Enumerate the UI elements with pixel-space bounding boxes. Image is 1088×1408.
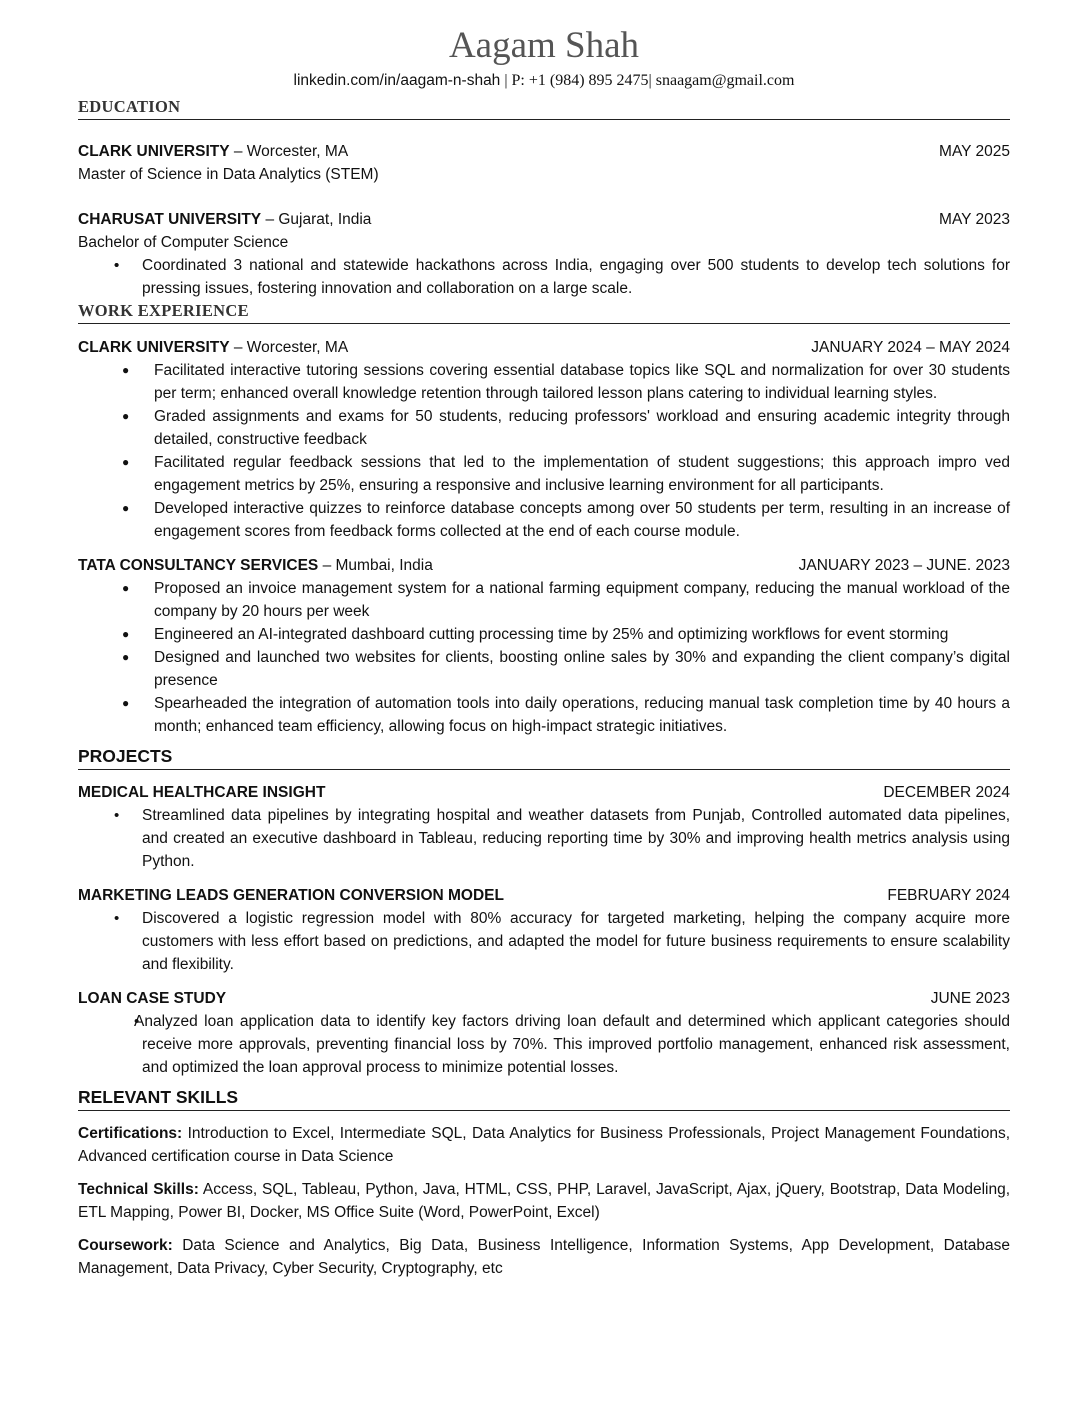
education-date: MAY 2023	[939, 211, 1010, 228]
project-entry	[78, 781, 1010, 873]
bullet-list	[78, 254, 1010, 300]
skills-coursework	[78, 1234, 1010, 1280]
section-heading-education: EDUCATION	[78, 96, 1010, 120]
school-name: CLARK UNIVERSITY	[78, 143, 230, 160]
list-item: ● Facilitated regular feedback sessions that led to the implementation of student suggestions; this approach impro ved engagement metrics by 25%, ensuring a responsive and inclusive learning environment for all participants.	[78, 451, 1010, 497]
skill-label: Coursework:	[78, 1237, 173, 1254]
linkedin-link[interactable]: linkedin.com/in/aagam-n-shah	[293, 72, 501, 89]
section-heading-work-experience: WORK EXPERIENCE	[78, 300, 1010, 324]
project-name: MARKETING LEADS GENERATION CONVERSION MODEL	[78, 887, 504, 904]
list-item: • Coordinated 3 national and statewide hackathons across India, engaging over 500 students to develop tech solutions for pressing issues, fostering innovation and collaboration on a large scale.	[78, 254, 1010, 300]
project-date: FEBRUARY 2024	[887, 887, 1010, 904]
project-date: JUNE 2023	[930, 990, 1010, 1007]
project-entry	[78, 884, 1010, 976]
education-date: MAY 2025	[939, 143, 1010, 160]
list-item: ● Engineered an AI-integrated dashboard cutting processing time by 25% and optimizing workflows for event storming	[78, 623, 1010, 646]
project-date: DECEMBER 2024	[883, 784, 1010, 801]
employment-dates: JANUARY 2023 – JUNE. 2023	[798, 557, 1010, 574]
project-entry	[78, 987, 1010, 1079]
skills-technical	[78, 1178, 1010, 1224]
list-item: • Discovered a logistic regression model with 80% accuracy for targeted marketing, helping the company acquire more customers with less effort based on predictions, and adapted the model for future business requirements to ensure scalability and flexibility.	[78, 907, 1010, 976]
contact-line	[78, 70, 1010, 92]
resume-page	[78, 24, 1010, 1280]
section-heading-skills: RELEVANT SKILLS	[78, 1085, 1010, 1111]
education-entry	[78, 140, 1010, 186]
employer-location: – Mumbai, India	[318, 557, 433, 574]
separator: |	[500, 72, 512, 89]
project-name: LOAN CASE STUDY	[78, 990, 227, 1007]
skill-label: Certifications:	[78, 1125, 183, 1142]
school-location: – Gujarat, India	[261, 211, 372, 228]
work-entry	[78, 554, 1010, 738]
employer-name: TATA CONSULTANCY SERVICES	[78, 557, 319, 574]
phone-number: P: +1 (984) 895 2475	[511, 72, 649, 89]
skill-label: Technical Skills:	[78, 1181, 199, 1198]
skill-text: Introduction to Excel, Intermediate SQL, Data Analytics for Business Professionals, Project Management Foundations, Advanced certification course in Data Science	[78, 1125, 1010, 1165]
employment-dates: JANUARY 2024 – MAY 2024	[811, 339, 1010, 356]
degree: Master of Science in Data Analytics (STEM)	[78, 166, 379, 183]
employer-location: – Worcester, MA	[229, 339, 349, 356]
list-item: ● Spearheaded the integration of automation tools into daily operations, reducing manual task completion time by 40 hours a month; enhanced team efficiency, allowing focus on high-impact strategic initiatives.	[78, 692, 1010, 738]
list-item: ● Developed interactive quizzes to reinforce database concepts among over 50 students per term, resulting in an increase of engagement scores from feedback forms collected at the end of each course module.	[78, 497, 1010, 543]
bullet-list	[78, 804, 1010, 873]
project-name: MEDICAL HEALTHCARE INSIGHT	[78, 784, 326, 801]
bullet-list	[78, 577, 1010, 738]
bullet-list	[78, 359, 1010, 543]
list-item: ● Proposed an invoice management system for a national farming equipment company, reducing the manual workload of the company by 20 hours per week	[78, 577, 1010, 623]
work-entry	[78, 336, 1010, 543]
list-item: • Analyzed loan application data to identify key factors driving loan default and determined which applicant categories should receive more approvals, preventing financial loss by 70%. This improved portfolio management, enhanced risk assessment, and optimized the loan approval process to minimize potential losses.	[78, 1010, 1010, 1079]
skill-text: Access, SQL, Tableau, Python, Java, HTML, CSS, PHP, Laravel, JavaScript, Ajax, jQuery, Bootstrap, Data Modeling, ETL Mapping, Power BI, Docker, MS Office Suite (Word, PowerPoint, Excel)	[78, 1181, 1010, 1221]
employer-name: CLARK UNIVERSITY	[78, 339, 230, 356]
bullet-list	[78, 1010, 1010, 1079]
candidate-name: Aagam Shah	[448, 25, 640, 66]
list-item: ● Graded assignments and exams for 50 students, reducing professors' workload and ensuring academic integrity through detailed, constructive feedback	[78, 405, 1010, 451]
list-item: ● Designed and launched two websites for clients, boosting online sales by 30% and expanding the client company’s digital presence	[78, 646, 1010, 692]
skill-text: Data Science and Analytics, Big Data, Business Intelligence, Information Systems, App Development, Database Management, Data Privacy, Cyber Security, Cryptography, etc	[78, 1237, 1010, 1277]
list-item: ● Facilitated interactive tutoring sessions covering essential database topics like SQL and normalization for over 30 students per term; enhanced overall knowledge retention through tailored lesson plans catering to individual learning styles.	[78, 359, 1010, 405]
skills-certifications	[78, 1122, 1010, 1168]
separator: |	[648, 72, 656, 89]
bullet-list	[78, 907, 1010, 976]
education-entry	[78, 208, 1010, 300]
school-name: CHARUSAT UNIVERSITY	[78, 211, 262, 228]
school-location: – Worcester, MA	[229, 143, 349, 160]
degree: Bachelor of Computer Science	[78, 234, 289, 251]
email-link[interactable]: snaagam@gmail.com	[655, 72, 795, 89]
section-heading-projects: PROJECTS	[78, 744, 1010, 770]
list-item: • Streamlined data pipelines by integrating hospital and weather datasets from Punjab, Controlled automated data pipelines, and created an executive dashboard in Tableau, reducing reporting time by 30% and improving health metrics analysis using Python.	[78, 804, 1010, 873]
